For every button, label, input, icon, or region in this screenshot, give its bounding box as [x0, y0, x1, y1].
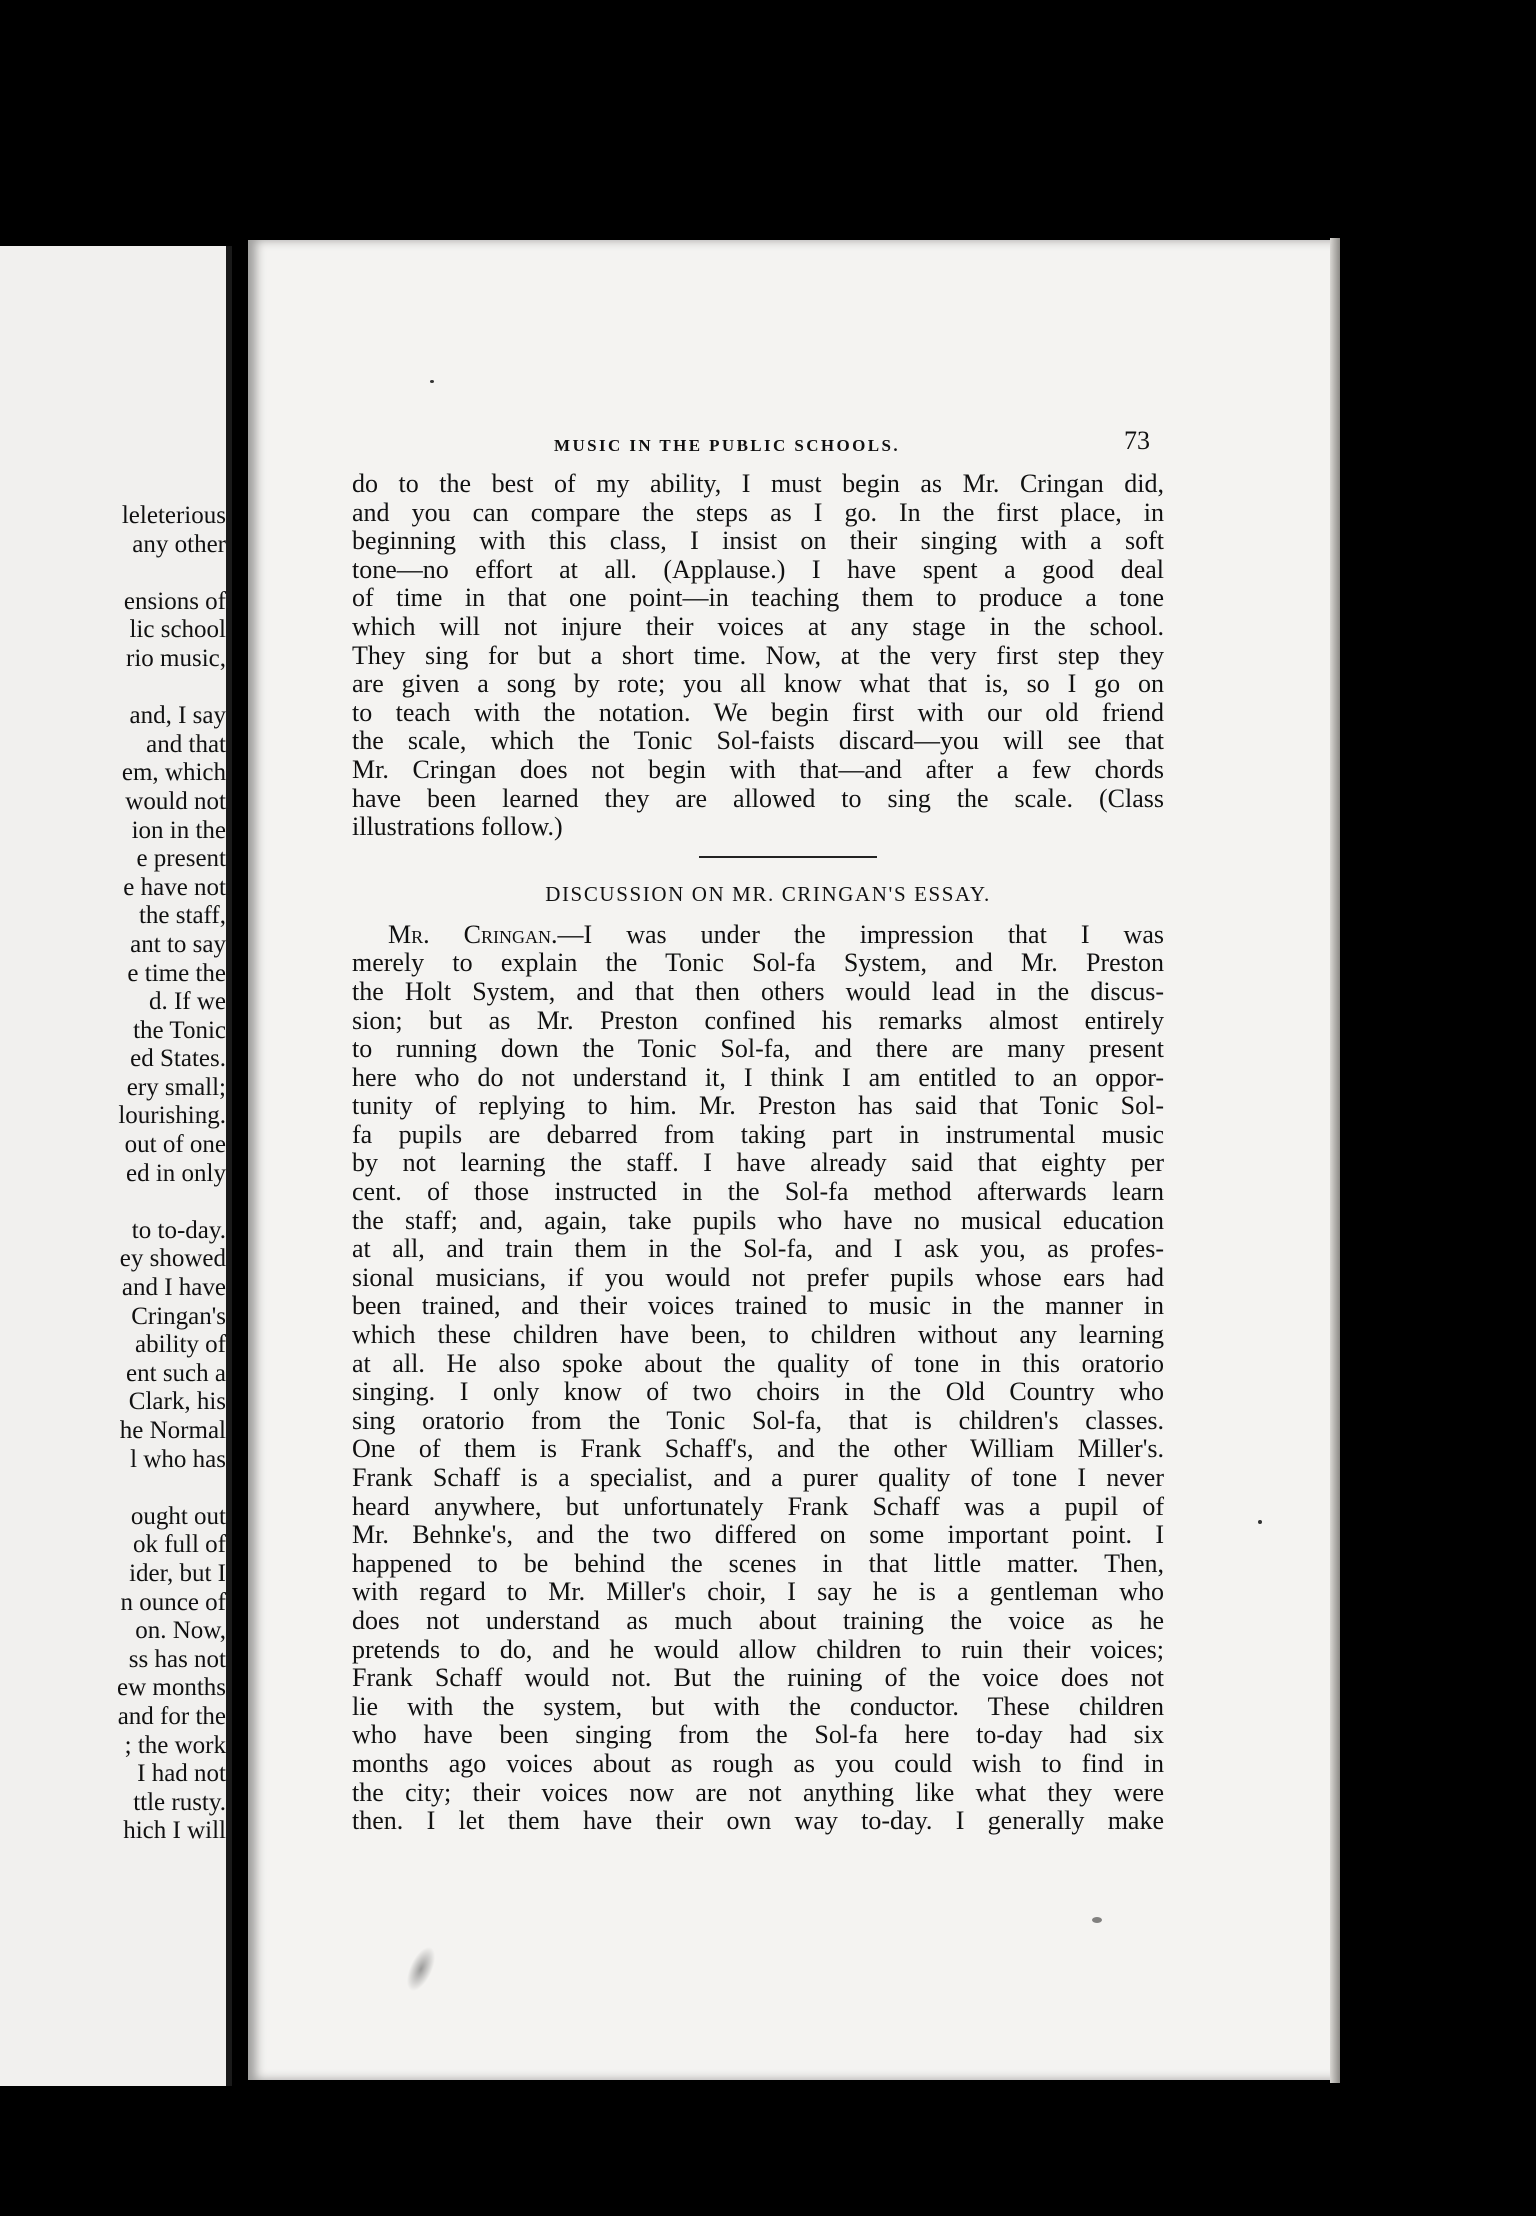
discussion-paragraph [352, 921, 1164, 1836]
paragraph-line: illustrations follow.) [352, 812, 563, 842]
left-page-line: and for the [117, 1702, 226, 1730]
paragraph-line: tone—no effort at all. (Applause.) I have spent a good deal [352, 554, 1164, 584]
paragraph-line: tunity of replying to him. Mr. Preston has said that Tonic Sol- [352, 1091, 1164, 1121]
paragraph-line: Mr. Behnke's, and the two differed on some important point. I [352, 1520, 1164, 1550]
left-page-line: e time the [127, 959, 226, 987]
paragraph-line: lie with the system, but with the conductor. These children [352, 1691, 1164, 1721]
paragraph-line: singing. I only know of two choirs in the Old Country who [352, 1377, 1164, 1407]
left-page-line: Cringan's [131, 1302, 226, 1330]
left-page-line: hich I will [123, 1817, 226, 1845]
left-page-line: and I have [121, 1274, 226, 1302]
paragraph-continuation [352, 470, 1164, 842]
paragraph-line: with regard to Mr. Miller's choir, I say he is a gentleman who [352, 1577, 1164, 1607]
left-page-line: I had not [137, 1760, 226, 1788]
left-page-line: ok full of [132, 1531, 226, 1559]
left-page-line: lourishing. [118, 1102, 226, 1130]
speaker-line-text: —I was under the impression that I was [557, 919, 1164, 949]
left-page-line: and that [146, 730, 226, 758]
paragraph-line: who have been singing from the Sol-fa here to-day had six [352, 1720, 1164, 1750]
paragraph-line: at all. He also spoke about the quality of tone in this oratorio [352, 1348, 1164, 1378]
paragraph-line: the Holt System, and that then others would lead in the discus- [352, 976, 1164, 1006]
left-page-line: d. If we [148, 988, 226, 1016]
left-page-line: any other [132, 530, 226, 558]
page-edge [1330, 238, 1340, 2083]
left-page-line: ss has not [128, 1645, 226, 1673]
left-page-blank-line [0, 674, 232, 703]
paragraph-line: which will not injure their voices at any stage in the school. [352, 611, 1164, 641]
paragraph-line: been trained, and their voices trained to music in the manner in [352, 1291, 1164, 1321]
paragraph-line: the scale, which the Tonic Sol-faists discard—you will see that [352, 726, 1164, 756]
left-page-line: on. Now, [135, 1617, 226, 1645]
paragraph-line: and you can compare the steps as I go. In the first place, in [352, 497, 1164, 527]
paragraph-line: merely to explain the Tonic Sol-fa System, and Mr. Preston [352, 948, 1164, 978]
paragraph-line: fa pupils are debarred from taking part in instrumental music [352, 1119, 1164, 1149]
left-page-line: lic school [129, 616, 226, 644]
paragraph-line: the staff; and, again, take pupils who have no musical education [352, 1205, 1164, 1235]
left-page-blank-line [0, 1188, 232, 1217]
left-page-line: ant to say [130, 930, 226, 958]
left-page-line: ed States. [130, 1045, 226, 1073]
paragraph-line: months ago voices about as rough as you could wish to find in [352, 1748, 1164, 1778]
paragraph-line: Frank Schaff is a specialist, and a purer quality of tone I never [352, 1463, 1164, 1492]
paragraph-line: to teach with the notation. We begin first with our old friend [352, 697, 1164, 727]
left-page-line: ery small; [126, 1073, 226, 1101]
paragraph-line: have been learned they are allowed to sing the scale. (Class [352, 783, 1164, 813]
left-page-line: ; the work [124, 1731, 226, 1759]
paragraph-line: here who do not understand it, I think I am entitled to an oppor- [352, 1062, 1164, 1092]
paragraph-line: by not learning the staff. I have already said that eighty per [352, 1148, 1164, 1178]
left-page-line: the Tonic [133, 1016, 226, 1044]
left-page-line: l who has [130, 1445, 226, 1473]
paragraph-line: does not understand as much about training the voice as he [352, 1605, 1164, 1635]
running-head [352, 426, 1164, 470]
paragraph-line: do to the best of my ability, I must begin as Mr. Cringan did, [352, 469, 1164, 498]
left-page-line: and, I say [129, 702, 226, 730]
left-page-line: e have not [123, 873, 226, 901]
paragraph-line: Frank Schaff would not. But the ruining of the voice does not [352, 1663, 1164, 1693]
left-page-line: Clark, his [128, 1388, 226, 1416]
dust-speck [430, 380, 434, 383]
paragraph-line: beginning with this class, I insist on their singing with a soft [352, 526, 1164, 556]
paragraph-line [352, 921, 1164, 950]
section-divider [699, 856, 877, 858]
left-page-line: ent such a [126, 1359, 226, 1387]
paragraph-line: sional musicians, if you would not prefer pupils whose ears had [352, 1262, 1164, 1292]
paragraph-line: sion; but as Mr. Preston confined his remarks almost entirely [352, 1005, 1164, 1035]
left-page-line: to to-day. [131, 1216, 226, 1244]
paragraph-line: sing oratorio from the Tonic Sol-fa, that is children's classes. [352, 1405, 1164, 1435]
left-page-line: would not [125, 787, 226, 815]
paragraph-line: heard anywhere, but unfortunately Frank Schaff was a pupil of [352, 1491, 1164, 1521]
dust-speck [1258, 1520, 1262, 1524]
paragraph-line: which these children have been, to children without any learning [352, 1320, 1164, 1350]
left-page-blank-line [0, 1474, 232, 1503]
left-page-text [0, 502, 226, 1846]
left-page-line: ttle rusty. [133, 1788, 226, 1816]
left-page-line: n ounce of [120, 1588, 226, 1616]
section-heading: DISCUSSION ON MR. CRINGAN'S ESSAY. [545, 881, 991, 906]
left-page-fragment [0, 246, 232, 2086]
page-text-block [352, 426, 1164, 1836]
paragraph-line: One of them is Frank Schaff's, and the other William Miller's. [352, 1434, 1164, 1464]
paragraph-line: happened to be behind the scenes in that little matter. Then, [352, 1548, 1164, 1578]
paragraph-line: at all, and train them in the Sol-fa, and I ask you, as profes- [352, 1234, 1164, 1264]
left-page-line: rio music, [126, 644, 226, 672]
paragraph-line: the city; their voices now are not anything like what they were [352, 1777, 1164, 1807]
left-page-line: ought out [130, 1502, 226, 1530]
left-page-line: he Normal [119, 1417, 226, 1444]
paragraph-line: pretends to do, and he would allow children to ruin their voices; [352, 1634, 1164, 1664]
left-page-line: leleterious [121, 502, 226, 529]
running-title: MUSIC IN THE PUBLIC SCHOOLS. [554, 436, 901, 455]
paragraph-line: cent. of those instructed in the Sol-fa method afterwards learn [352, 1177, 1164, 1207]
right-page [248, 240, 1336, 2080]
paragraph-line: They sing for but a short time. Now, at the very first step they [352, 640, 1164, 670]
paragraph-line: of time in that one point—in teaching them to produce a tone [352, 583, 1164, 613]
left-page-line: ew months [116, 1674, 226, 1702]
dust-speck [1092, 1917, 1102, 1923]
left-page-line: ensions of [123, 587, 226, 615]
speaker-name: Mr. Cringan. [388, 919, 558, 949]
paragraph-line: are given a song by rote; you all know what that is, so I go on [352, 669, 1164, 699]
left-page-line: e present [136, 845, 226, 873]
left-page-line: ey showed [119, 1245, 226, 1273]
left-page-line: the staff, [138, 902, 226, 930]
page-number: 73 [1124, 426, 1150, 455]
left-page-line: em, which [121, 759, 226, 787]
left-page-line: ider, but I [129, 1559, 226, 1587]
left-page-blank-line [0, 559, 232, 588]
paragraph-line: then. I let them have their own way to-day. I generally make [352, 1806, 1164, 1836]
left-page-line: ion in the [131, 816, 226, 844]
paragraph-line: to running down the Tonic Sol-fa, and there are many present [352, 1034, 1164, 1064]
left-page-line: ed in only [126, 1159, 226, 1187]
paragraph-line: Mr. Cringan does not begin with that—and after a few chords [352, 754, 1164, 784]
left-page-line: out of one [124, 1131, 226, 1159]
left-page-line: ability of [135, 1331, 226, 1359]
